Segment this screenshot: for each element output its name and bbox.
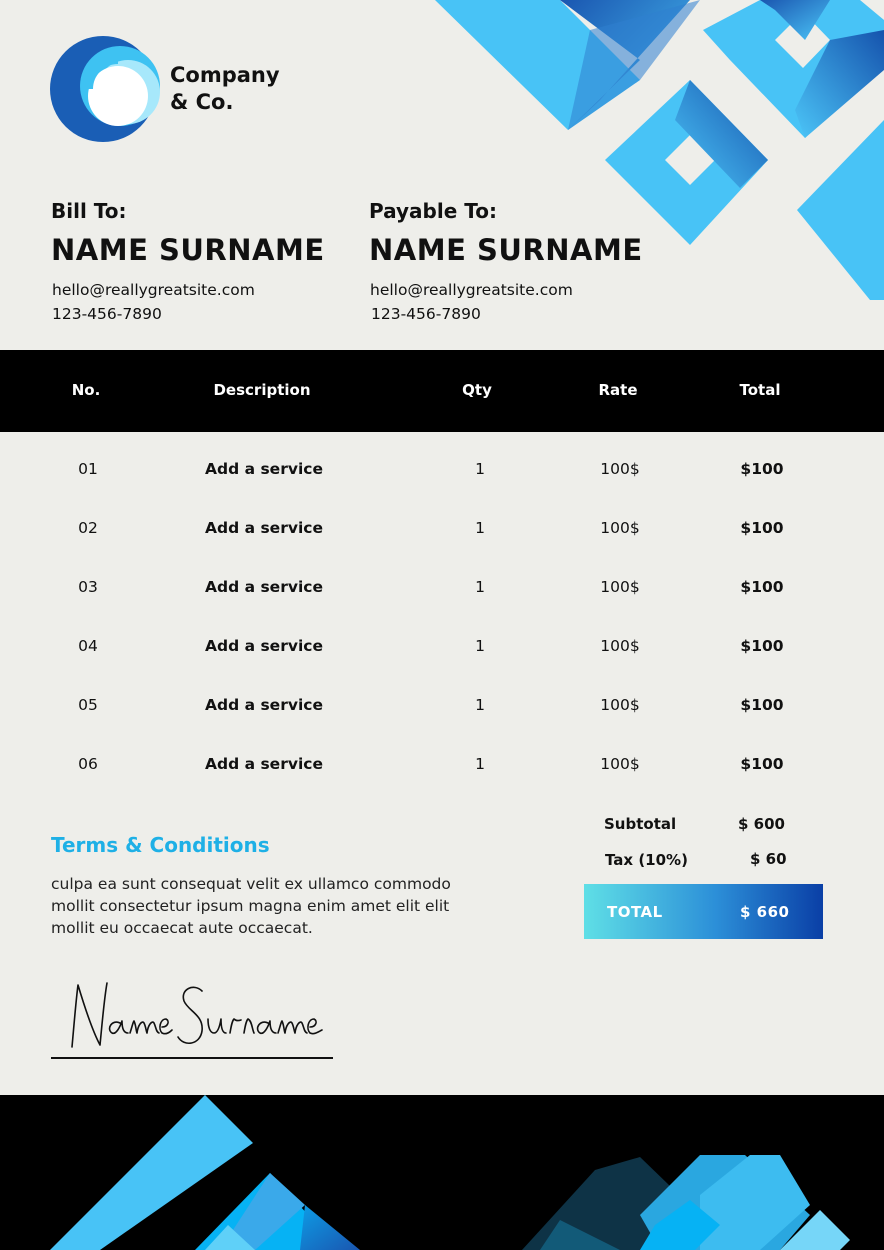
row-rate: 100$	[600, 755, 640, 773]
company-name	[170, 62, 280, 116]
row-description: Add a service	[205, 755, 323, 773]
tax-value: $ 60	[750, 850, 787, 868]
payable-to-email: hello@reallygreatsite.com	[370, 281, 573, 299]
total-bar	[584, 884, 823, 939]
row-total: $100	[740, 460, 784, 478]
tax-label: Tax (10%)	[605, 851, 688, 869]
row-rate: 100$	[600, 460, 640, 478]
row-total: $100	[740, 755, 784, 773]
company-name-line2: & Co.	[170, 90, 234, 114]
row-rate: 100$	[600, 578, 640, 596]
row-no: 04	[78, 637, 98, 655]
row-description: Add a service	[205, 696, 323, 714]
col-header-rate: Rate	[598, 381, 638, 399]
row-total: $100	[740, 519, 784, 537]
bill-to-phone: 123-456-7890	[52, 305, 162, 323]
terms-title: Terms & Conditions	[51, 833, 270, 857]
payable-to-label: Payable To:	[369, 199, 497, 223]
col-header-total: Total	[739, 381, 781, 399]
row-total: $100	[740, 696, 784, 714]
row-description: Add a service	[205, 637, 323, 655]
company-logo	[50, 34, 162, 144]
row-description: Add a service	[205, 460, 323, 478]
total-label: TOTAL	[607, 903, 663, 921]
row-no: 01	[78, 460, 98, 478]
subtotal-label: Subtotal	[604, 815, 677, 833]
col-header-no: No.	[71, 381, 101, 399]
bill-to-email: hello@reallygreatsite.com	[52, 281, 255, 299]
subtotal-value: $ 600	[738, 815, 785, 833]
terms-text: culpa ea sunt consequat velit ex ullamco commodo mollit consectetur ipsum magna enim amet elit elit mollit eu occaecat aute occaecat.	[51, 875, 451, 937]
company-name-line1: Company	[170, 63, 280, 87]
payable-to-name: NAME SURNAME	[369, 233, 643, 267]
row-qty: 1	[475, 578, 485, 596]
row-qty: 1	[475, 460, 485, 478]
row-rate: 100$	[600, 637, 640, 655]
row-no: 06	[78, 755, 98, 773]
signature-drawing	[62, 975, 332, 1055]
row-no: 03	[78, 578, 98, 596]
col-header-description: Description	[213, 381, 311, 399]
row-qty: 1	[475, 519, 485, 537]
row-description: Add a service	[205, 578, 323, 596]
payable-to-phone: 123-456-7890	[371, 305, 481, 323]
row-no: 05	[78, 696, 98, 714]
row-rate: 100$	[600, 519, 640, 537]
row-qty: 1	[475, 755, 485, 773]
bill-to-name: NAME SURNAME	[51, 233, 325, 267]
total-value: $ 660	[740, 903, 790, 921]
footer-decoration	[0, 1095, 884, 1250]
row-qty: 1	[475, 696, 485, 714]
row-total: $100	[740, 578, 784, 596]
footer-shapes	[0, 1095, 884, 1250]
row-total: $100	[740, 637, 784, 655]
col-header-qty: Qty	[462, 381, 492, 399]
row-no: 02	[78, 519, 98, 537]
bill-to-label: Bill To:	[51, 199, 127, 223]
signature-line	[51, 1057, 333, 1059]
row-rate: 100$	[600, 696, 640, 714]
row-qty: 1	[475, 637, 485, 655]
row-description: Add a service	[205, 519, 323, 537]
